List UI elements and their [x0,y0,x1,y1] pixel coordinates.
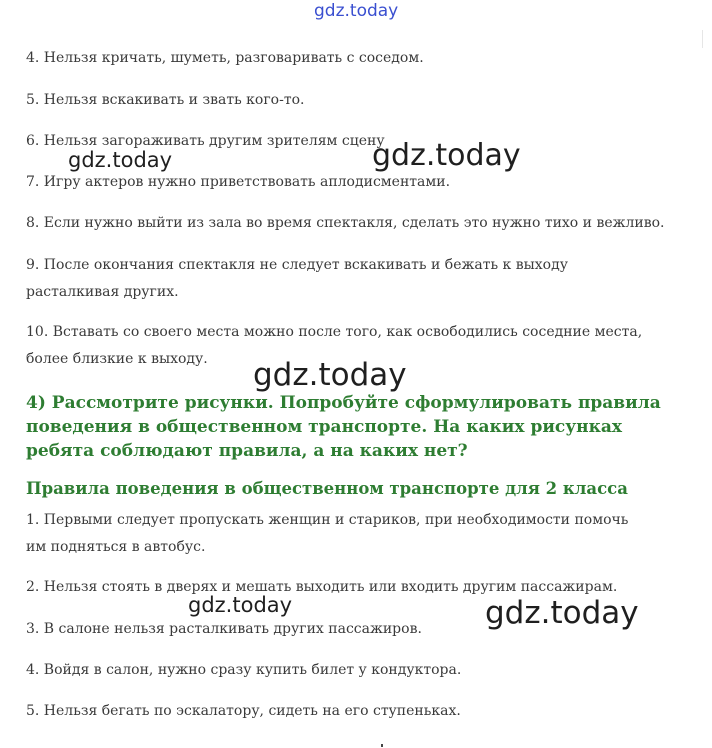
theatre-rule-5: 5. Нельзя вскакивать и звать кого-то. [26,92,305,108]
theatre-rule-10: 10. Вставать со своего места можно после того, как освободились соседние места, более близкие к выходу. [26,324,643,367]
transport-rule-5: 5. Нельзя бегать по эскалатору, сидеть на его ступеньках. [26,703,461,719]
section-heading: Правила поведения в общественном транспорте для 2 класса [26,479,628,498]
transport-rule-3: 3. В салоне нельзя расталкивать других пассажиров. [26,621,422,637]
watermark: gdz.today [372,138,521,173]
theatre-rule-4: 4. Нельзя кричать, шуметь, разговаривать с соседом. [26,50,424,66]
transport-rule-1: 1. Первыми следует пропускать женщин и стариков, при необходимости помочь им подняться в автобус. [26,512,629,555]
watermark: gdz.today [485,595,639,631]
transport-rule-4: 4. Войдя в салон, нужно сразу купить билет у кондуктора. [26,662,462,678]
theatre-rule-9: 9. После окончания спектакля не следует вскакивать и бежать к выходу расталкивая других. [26,257,568,300]
task-heading: 4) Рассмотрите рисунки. Попробуйте сформулировать правила поведения в общественном транспорте. На каких рисунках ребята соблюдают правила, а на каких нет? [26,393,661,461]
scrollbar-edge [702,30,703,48]
transport-rule-2: 2. Нельзя стоять в дверях и мешать выходить или входить другим пассажирам. [26,579,618,595]
theatre-rule-8: 8. Если нужно выйти из зала во время спектакля, сделать это нужно тихо и вежливо. [26,215,665,231]
theatre-rule-7: 7. Игру актеров нужно приветствовать аплодисментами. [26,174,451,190]
cropped-glyph [381,744,383,747]
theatre-rule-6: 6. Нельзя загораживать другим зрителям сцену [26,133,385,149]
watermark: gdz.today [253,357,407,393]
watermark: gdz.today [188,593,293,617]
watermark: gdz.today [68,148,173,172]
watermark-top: gdz.today [314,1,399,21]
